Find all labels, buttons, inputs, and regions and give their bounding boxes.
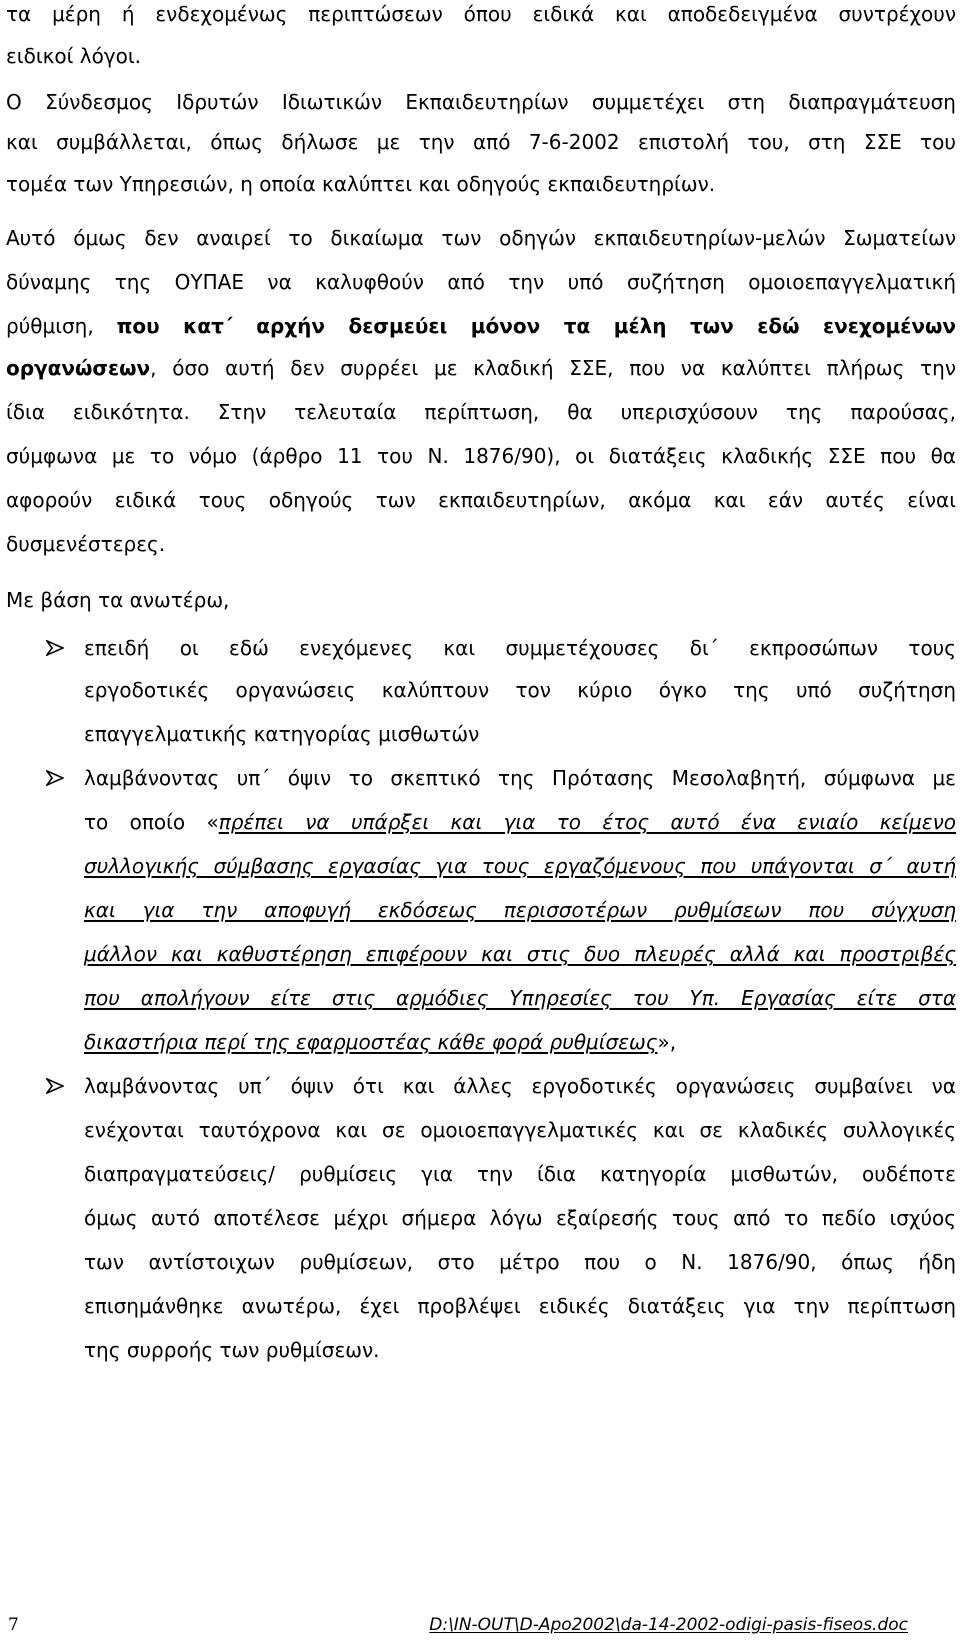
paragraph-line: τομέα των Υπηρεσιών, η οποία καλύπτει και οδηγούς εκπαιδευτηρίων. [6, 172, 716, 196]
paragraph-line: αφορούν ειδικά τους οδηγούς των εκπαιδευτηρίων, ακόμα και εάν αυτές είναι [6, 488, 956, 512]
quoted-text: συλλογικής σύμβασης εργασίας για τους εργαζόμενους που υπάγονται σ΄ αυτή [84, 854, 956, 878]
quoted-text: δικαστήρια περί της εφαρμοστέας κάθε φορά ρυθμίσεως [84, 1030, 658, 1054]
bullet-line: διαπραγματεύσεις/ ρυθμίσεις για την ίδια κατηγορία μισθωτών, ουδέποτε [84, 1162, 956, 1186]
paragraph-line: δυσμενέστερες. [6, 532, 166, 556]
quoted-text: μάλλον και καθυστέρηση επιφέρουν και στις δυο πλευρές αλλά και προστριβές [84, 942, 956, 966]
paragraph-line: Ο Σύνδεσμος Ιδρυτών Ιδιωτικών Εκπαιδευτηρίων συμμετέχει στη διαπραγμάτευση [6, 90, 956, 114]
file-path-footer: D:\IN-OUT\D-Apo2002\da-14-2002-odigi-pasis-fiseos.doc [429, 1615, 908, 1635]
bullet-line: όμως αυτό αποτέλεσε μέχρι σήμερα λόγω εξαίρεσής τους από το πεδίο ισχύος [84, 1206, 956, 1230]
normal-text: , όσο αυτή δεν συρρέει με κλαδική ΣΣΕ, που να καλύπτει πλήρως την [150, 356, 956, 380]
page-number: 7 [8, 1615, 19, 1635]
bullet-line: ενέχονται ταυτόχρονα και σε ομοιοεπαγγελματικές και σε κλαδικές συλλογικές [84, 1118, 956, 1142]
normal-text: το οποίο « [84, 810, 219, 834]
paragraph-line [6, 314, 956, 338]
bullet-line: λαμβάνοντας υπ΄ όψιν το σκεπτικό της Πρότασης Μεσολαβητή, σύμφωνα με [84, 766, 956, 790]
bullet-line [84, 854, 956, 878]
bullet-line: επαγγελματικής κατηγορίας μισθωτών [84, 722, 480, 746]
bullet-line [84, 986, 956, 1010]
bullet-line: επισημάνθηκε ανωτέρω, έχει προβλέψει ειδικές διατάξεις για την περίπτωση [84, 1294, 956, 1318]
paragraph-line: και συμβάλλεται, όπως δήλωσε με την από 7-6-2002 επιστολή του, στη ΣΣΕ του [6, 130, 956, 154]
paragraph-line: Αυτό όμως δεν αναιρεί το δικαίωμα των οδηγών εκπαιδευτηρίων-μελών Σωματείων [6, 226, 956, 250]
arrowhead-bullet-icon [46, 766, 68, 786]
normal-text: ρύθμιση, [6, 314, 117, 338]
paragraph-line: ειδικοί λόγοι. [6, 44, 141, 68]
paragraph-line: δύναμης της ΟΥΠΑΕ να καλυφθούν από την υπό συζήτηση ομοιοεπαγγελματική [6, 270, 956, 294]
bullet-line: εργοδοτικές οργανώσεις καλύπτουν τον κύριο όγκο της υπό συζήτηση [84, 678, 956, 702]
normal-text: », [657, 1030, 677, 1054]
bullet-line [84, 1030, 956, 1054]
paragraph-line [6, 356, 956, 380]
bullet-line: λαμβάνοντας υπ΄ όψιν ότι και άλλες εργοδοτικές οργανώσεις συμβαίνει να [84, 1074, 956, 1098]
quoted-text: και για την αποφυγή εκδόσεως περισσοτέρων ρυθμίσεων που σύγχυση [84, 898, 956, 922]
bold-text: που κατ΄ αρχήν δεσμεύει μόνον τα μέλη των εδώ ενεχομένων [116, 314, 957, 338]
arrowhead-bullet-icon [46, 1074, 68, 1094]
quoted-text: πρέπει να υπάρξει και για το έτος αυτό ένα ενιαίο κείμενο [218, 810, 956, 834]
paragraph-line: τα μέρη ή ενδεχομένως περιπτώσεων όπου ειδικά και αποδεδειγμένα συντρέχουν [6, 2, 956, 26]
paragraph-line: σύμφωνα με το νόμο (άρθρο 11 του Ν. 1876/90), οι διατάξεις κλαδικής ΣΣΕ που θα [6, 444, 956, 468]
bullet-line: των αντίστοιχων ρυθμίσεων, στο μέτρο που ο Ν. 1876/90, όπως ήδη [84, 1250, 956, 1274]
arrowhead-bullet-icon [46, 636, 68, 656]
intro-line: Με βάση τα ανωτέρω, [6, 588, 230, 612]
bullet-line [84, 942, 956, 966]
bold-text: οργανώσεων [6, 356, 151, 380]
bullet-line [84, 898, 956, 922]
bullet-line: επειδή οι εδώ ενεχόμενες και συμμετέχουσες δι΄ εκπροσώπων τους [84, 636, 956, 660]
bullet-line: της συρροής των ρυθμίσεων. [84, 1338, 380, 1362]
paragraph-line: ίδια ειδικότητα. Στην τελευταία περίπτωση, θα υπερισχύσουν της παρούσας, [6, 400, 956, 424]
quoted-text: που απολήγουν είτε στις αρμόδιες Υπηρεσίες του Υπ. Εργασίας είτε στα [84, 986, 956, 1010]
bullet-line [84, 810, 956, 834]
